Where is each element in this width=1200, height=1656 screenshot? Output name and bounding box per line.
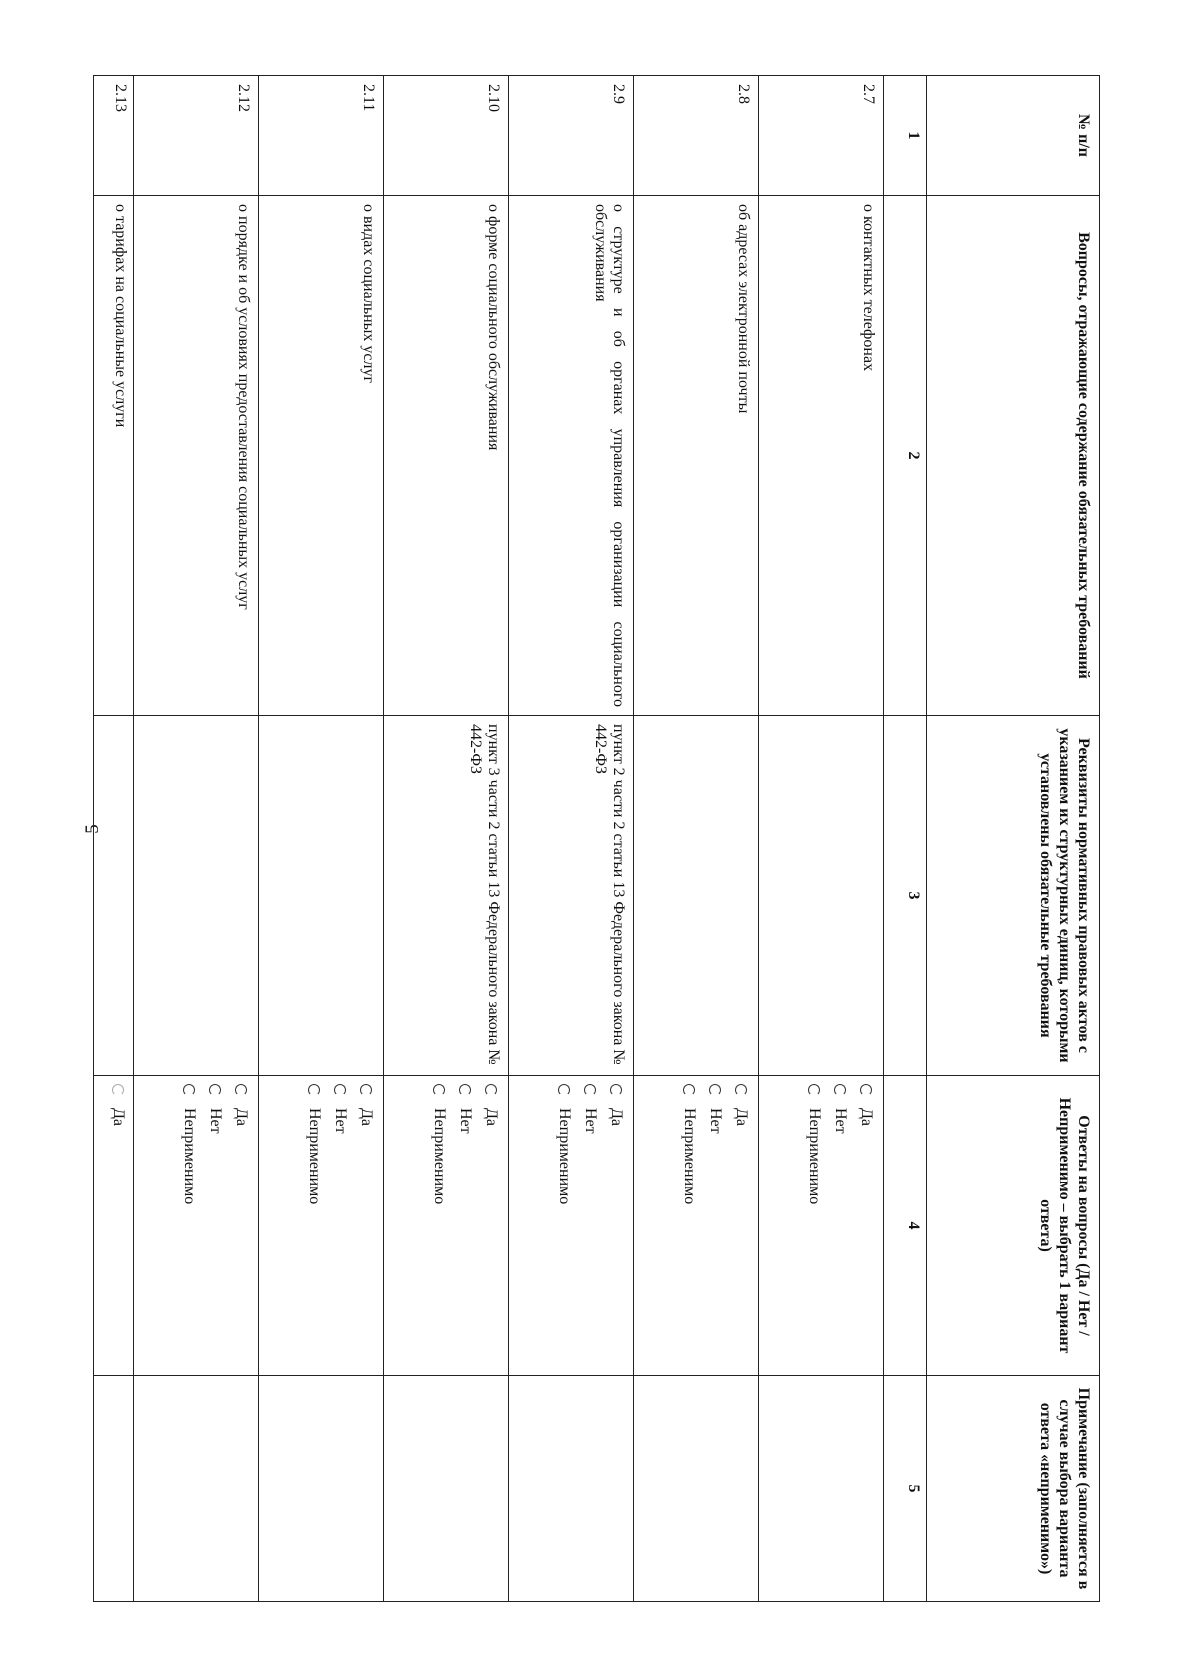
table-row [94, 76, 134, 1602]
radio-icon[interactable] [433, 1084, 445, 1096]
radio-icon[interactable] [610, 1084, 622, 1096]
row-answers [384, 1076, 509, 1376]
header-row [927, 76, 1100, 1602]
answer-option-na[interactable]: Неприменимо [180, 1084, 198, 1367]
row-answers [94, 1076, 134, 1376]
answer-option-no[interactable]: Нет [831, 1084, 849, 1367]
row-question: о форме социального обслуживания [384, 196, 509, 716]
column-numbers-row [884, 76, 927, 1602]
answer-option-yes[interactable]: Да [109, 1084, 127, 1367]
answer-option-no[interactable]: Нет [206, 1084, 224, 1367]
page-number: 5 [82, 824, 103, 834]
answer-option-yes[interactable]: Да [857, 1084, 875, 1367]
row-note[interactable] [634, 1376, 759, 1602]
answer-option-na[interactable]: Неприменимо [805, 1084, 823, 1367]
header-question: Вопросы, отражающие содержание обязательных требований [927, 196, 1100, 716]
answer-option-yes[interactable]: Да [482, 1084, 500, 1367]
radio-icon[interactable] [584, 1084, 596, 1096]
row-law: пункт 2 части 2 статьи 13 Федерального закона № 442-ФЗ [509, 716, 634, 1076]
radio-icon[interactable] [459, 1084, 471, 1096]
table-row [259, 76, 384, 1602]
row-answers [134, 1076, 259, 1376]
row-answers [259, 1076, 384, 1376]
table-row [134, 76, 259, 1602]
row-note[interactable] [384, 1376, 509, 1602]
row-answers [634, 1076, 759, 1376]
radio-icon[interactable] [308, 1084, 320, 1096]
row-law [259, 716, 384, 1076]
row-law [759, 716, 884, 1076]
table-row [634, 76, 759, 1602]
row-answers [509, 1076, 634, 1376]
radio-icon[interactable] [808, 1084, 820, 1096]
column-number: 1 [884, 76, 927, 196]
row-law [94, 716, 134, 1076]
answer-option-no[interactable]: Нет [706, 1084, 724, 1367]
row-note[interactable] [134, 1376, 259, 1602]
row-question: о видах социальных услуг [259, 196, 384, 716]
header-law: Реквизиты нормативных правовых актов с указанием их структурных единиц, которыми установлены обязательные требования [927, 716, 1100, 1076]
row-note[interactable] [259, 1376, 384, 1602]
column-number: 2 [884, 196, 927, 716]
row-number: 2.7 [759, 76, 884, 196]
radio-icon[interactable] [834, 1084, 846, 1096]
radio-icon[interactable] [360, 1084, 372, 1096]
column-number: 3 [884, 716, 927, 1076]
answer-option-na[interactable]: Неприменимо [680, 1084, 698, 1367]
radio-icon[interactable] [209, 1084, 221, 1096]
row-number: 2.10 [384, 76, 509, 196]
row-question: о тарифах на социальные услуги [94, 196, 134, 716]
row-note[interactable] [509, 1376, 634, 1602]
answer-option-yes[interactable]: Да [732, 1084, 750, 1367]
answer-option-yes[interactable]: Да [607, 1084, 625, 1367]
row-note[interactable] [94, 1376, 134, 1602]
requirements-table [93, 75, 1100, 1602]
row-number: 2.12 [134, 76, 259, 196]
row-law: пункт 3 части 2 статьи 13 Федерального закона № 442-ФЗ [384, 716, 509, 1076]
column-number: 5 [884, 1376, 927, 1602]
answer-option-no[interactable]: Нет [581, 1084, 599, 1367]
row-question: о порядке и об условиях предоставления социальных услуг [134, 196, 259, 716]
radio-icon[interactable] [485, 1084, 497, 1096]
row-answers [759, 1076, 884, 1376]
answer-option-yes[interactable]: Да [232, 1084, 250, 1367]
header-number: № п/п [927, 76, 1100, 196]
row-number: 2.9 [509, 76, 634, 196]
row-number: 2.11 [259, 76, 384, 196]
radio-icon[interactable] [735, 1084, 747, 1096]
table-row [759, 76, 884, 1602]
radio-icon[interactable] [112, 1084, 124, 1096]
radio-icon[interactable] [683, 1084, 695, 1096]
table-row [509, 76, 634, 1602]
answer-option-no[interactable]: Нет [331, 1084, 349, 1367]
row-law [634, 716, 759, 1076]
row-note[interactable] [759, 1376, 884, 1602]
row-law [134, 716, 259, 1076]
answer-option-yes[interactable]: Да [357, 1084, 375, 1367]
answer-option-na[interactable]: Неприменимо [430, 1084, 448, 1367]
answer-option-no[interactable]: Нет [456, 1084, 474, 1367]
header-note: Примечание (заполняется в случае выбора варианта ответа «неприменимо») [927, 1376, 1100, 1602]
radio-icon[interactable] [709, 1084, 721, 1096]
table-row [384, 76, 509, 1602]
answer-option-na[interactable]: Неприменимо [305, 1084, 323, 1367]
row-number: 2.8 [634, 76, 759, 196]
radio-icon[interactable] [860, 1084, 872, 1096]
row-question: о структуре и об органах управления организации социального обслуживания [509, 196, 634, 716]
row-question: об адресах электронной почты [634, 196, 759, 716]
radio-icon[interactable] [183, 1084, 195, 1096]
radio-icon[interactable] [558, 1084, 570, 1096]
row-question: о контактных телефонах [759, 196, 884, 716]
radio-icon[interactable] [334, 1084, 346, 1096]
answer-option-na[interactable]: Неприменимо [555, 1084, 573, 1367]
radio-icon[interactable] [235, 1084, 247, 1096]
header-answer: Ответы на вопросы (Да / Нет / Неприменимо – выбрать 1 вариант ответа) [927, 1076, 1100, 1376]
row-number: 2.13 [94, 76, 134, 196]
rotated-page [110, 75, 1100, 1601]
column-number: 4 [884, 1076, 927, 1376]
